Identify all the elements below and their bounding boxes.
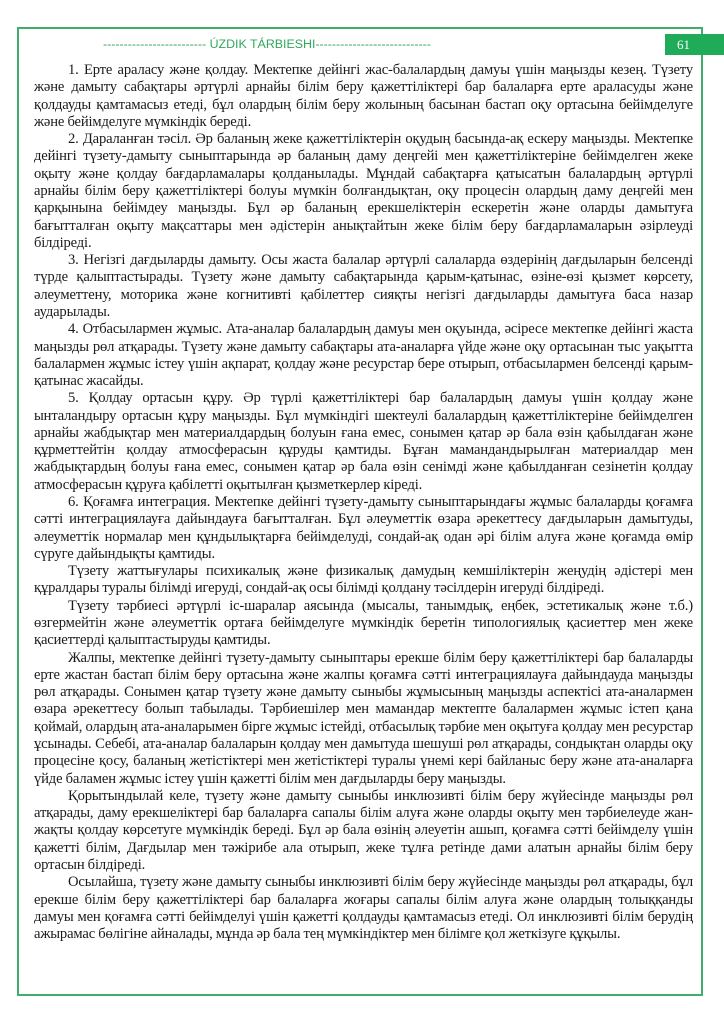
paragraph-individual-approach: 2. Дараланған тәсіл. Әр баланың жеке қажеттіліктерін оқудың басында-ақ ескеру маңызды. Мектепке дейінгі түзету-дамыту сыныптарында әр баланың даму деңгейі мен қажеттіліктеріне бейімделген жеке оқыту және қолдау бағдарламалары қолданылады. Мұндай сабақтарға қатысатын балалардың әртүрлі арнайы білім беру қажеттіліктері болуы мүмкін болғандықтан, оқу процесін олардың даму деңгейі мен қарқынына бейімдеу маңызды. Бұл әр баланың ерекшеліктерін ескеретін және оларды дамытуға бағытталған оқыту мақсаттары мен әдістерін анықтайтын жеке білім беру бағдарламаларын әзірлеуді білдіреді.	[34, 131, 693, 251]
paragraph-basic-skills: 3. Негізгі дағдыларды дамыту. Осы жаста балалар әртүрлі салаларда өздерінің дағдыларын белсенді түрде қалыптастырады. Түзету және дамыту сабақтарында қарым-қатынас, өзіне-өзі қызмет көрсету, әлеуметтену, моторика және когнитивті қабілеттер сияқты негізгі дағдыларды дамытуға баса назар аударылады.	[34, 252, 693, 320]
paragraph-conclusion: Қорытындылай келе, түзету және дамыту сыныбы инклюзивті білім беру жүйесінде маңызды рөл атқарады, даму ерекшеліктері бар балаларға сапалы білім алуға және оларды оқыту мен тәрбиелеуде жан-жақты қолдау көрсетуге мүмкіндік береді. Бұл әр бала өзінің әлеуетін ашып, қоғамға сәтті бейімделу үшін қажетті білім, Дағдылар мен тәжірибе ала отырып, жеке тұлға ретінде дами алатын арнайы білім беру ортасын білдіреді.	[34, 787, 693, 873]
paragraph-corrective-upbringing: Түзету тәрбиесі әртүрлі іс-шаралар аясында (мысалы, танымдық, еңбек, эстетикалық және т.б.) өзгермейтін және әлеуметтік ортаға бейімделуге мүмкіндік беретін типологиялық қасиеттер мен жеке қасиеттерді қалыптастыруды қамтиды.	[34, 597, 693, 649]
paragraph-early-intervention: 1. Ерте араласу және қолдау. Мектепке дейінгі жас-балалардың дамуы үшін маңызды кезең. Түзету және дамыту сабақтары әртүрлі арнайы білім беру қажеттіліктері бар балаларға ерте араласуды және қолдауды қамтамасыз етеді, бұл олардың білім беру жолының басынан бастап оқу ортасына бейімделуге және бейімделуге мүмкіндік береді.	[34, 62, 693, 130]
paragraph-social-integration: 6. Қоғамға интеграция. Мектепке дейінгі түзету-дамыту сыныптарындағы жұмыс балаларды қоғамға сәтті интеграциялауға дайындауға бағытталған. Бұл әлеуметтік өзара әрекеттесу дағдыларын дамытуды, әлеуметтік нормалар мен құндылықтарға бейімделуді, сондай-ақ одан әрі білім алуға және қоғамда өмір сүруге дайындықты қамтиды.	[34, 494, 693, 562]
paragraph-family-work: 4. Отбасылармен жұмыс. Ата-аналар балалардың дамуы мен оқуында, әсіресе мектепке дейінгі жаста маңызды рөл атқарады. Түзету және дамыту сабақтары ата-аналарға үйде және оқу ортасынан тыс уақытта балалармен жұмыс істеу үшін ақпарат, қолдау және ресурстар бере отырып, отбасылармен белсенді қарым-қатынас жасайды.	[34, 321, 693, 390]
paragraph-support-environment: 5. Қолдау ортасын құру. Әр түрлі қажеттіліктері бар балалардың дамуы үшін қолдау және ынталандыру ортасын құру маңызды. Бұл мүмкіндігі шектеулі балалардың қажеттіліктеріне бейімделген арнайы жабдықтар мен материалдардың болуын ғана емес, сонымен қатар әр бала өзін қабылдаған және құрметтейтін қолдау атмосферасын құруды қамтиды. Бұған мамандандырылған материалдар мен жабдықтардың болуы ғана емес, сонымен қатар әр бала өзін сенімді және қабылданған сезінетін қолдау атмосферасын құруға қабілетті оқытылған қызметкерлер кіреді.	[34, 390, 693, 493]
page-number-badge	[665, 34, 724, 55]
page-number: 61	[677, 37, 690, 52]
article-body	[34, 62, 693, 943]
paragraph-summary: Осылайша, түзету және дамыту сыныбы инклюзивті білім беру жүйесінде маңызды рөл атқарады, бұл ерекше білім беру қажеттіліктері бар балаларға жоғары сапалы білім алуға және олардың толыққанды дамуы мен қоғамға сәтті бейімделуі үшін қажетті қолдауды қамтамасыз етеді. Ол инклюзивті білім берудің ажырамас бөлігіне айналады, мұнда әр бала тең мүмкіндіктер мен білімге қол жеткізуге құқылы.	[34, 874, 693, 943]
paragraph-general: Жалпы, мектепке дейінгі түзету-дамыту сыныптары ерекше білім беру қажеттіліктері бар балаларды ерте жастан бастап білім беру ортасына және жалпы қоғамға сәтті интеграциялауға дайындауда маңызды рөл атқарады. Сонымен қатар түзету және дамыту сыныбы жұмысының маңызды аспектісі ата-аналармен өзара әрекеттесу болып табылады. Тәрбиешілер мен мамандар мектепте балалармен жұмыс істеп қана қоймай, олардың ата-аналарымен бірге жұмыс істейді, отбасылық тәрбие мен оқытуға қолдау мен ресурстар ұсынады. Себебі, ата-аналар балаларын қолдау мен дамытуда шешуші рөл атқарады, сондықтан оларды оқу процесіне қосу, баланың жетістіктері мен жетістіктері туралы үнемі кері байланыс беру және ата-аналарға үйде баламен жұмыс істеу үшін қажетті білім мен дағдыларды беру маңызды.	[34, 649, 693, 787]
paragraph-corrective-exercises: Түзету жаттығулары психикалық және физикалық дамудың кемшіліктерін жеңудің әдістері мен құралдары туралы білімді игеруді, сондай-ақ осы білімді қолдану тәсілдерін игеруді білдіреді.	[34, 563, 693, 597]
running-header-title: ------------------------- ÚZDIK TÁRBIESHI----------------------------	[103, 37, 431, 51]
